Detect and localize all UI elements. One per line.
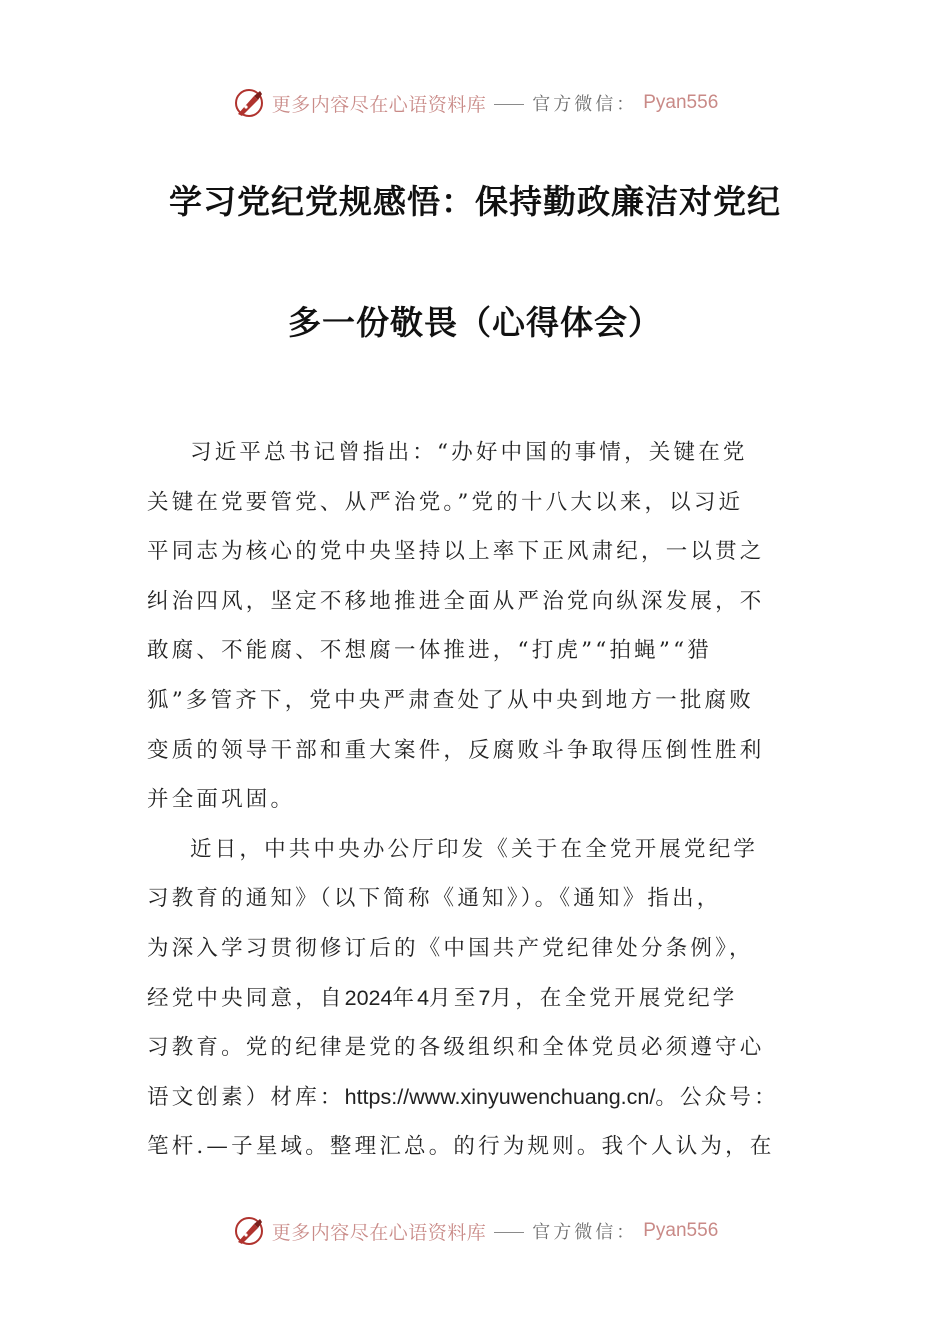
text-line: 敢腐、不能腐、不想腐一体推进，“打虎”“拍蝇”“猎 — [147, 638, 712, 664]
text-line: 习近平总书记曾指出：“办好中国的事情，关键在党 — [190, 440, 748, 465]
text-segment: 年 — [392, 985, 418, 1011]
text-line: 为深入学习贯彻修订后的《中国共产党纪律处分条例》， — [147, 935, 754, 961]
watermark-wechat-label: 官方微信： — [532, 1222, 638, 1243]
document-title-line-1: 学习党纪党规感悟：保持勤政廉洁对党纪 — [169, 182, 781, 221]
month-start-value: 4 — [417, 985, 430, 1010]
watermark-text: 更多内容尽在心语资料库 — [271, 93, 487, 116]
text-line: 近日，中共中央办公厅印发《关于在全党开展党纪学 — [190, 836, 759, 862]
text-segment: 月至 — [429, 985, 479, 1011]
text-line-with-url — [147, 1073, 817, 1123]
paragraph-1 — [147, 428, 817, 825]
text-line: 笔杆.—子星域。整理汇总。的行为规则。我个人认为，在 — [147, 1134, 775, 1160]
text-line: 狐”多管齐下，党中央严肃查处了从中央到地方一批腐败 — [147, 687, 754, 713]
text-line: 关键在党要管党、从严治党。”党的十八大以来，以习近 — [147, 489, 744, 515]
header-watermark — [0, 83, 950, 123]
watermark-dash — [494, 104, 524, 105]
text-line: 平同志为核心的党中央坚持以上率下正风肃纪，一以贯之 — [147, 539, 765, 565]
watermark-wechat-id: Pyan556 — [643, 1220, 719, 1241]
text-line: 并全面巩固。 — [147, 787, 296, 813]
pen-nib-logo-icon — [232, 1214, 266, 1248]
text-segment: 月，在全党开展党纪学 — [490, 985, 738, 1011]
text-segment: 。公众号： — [655, 1084, 779, 1110]
watermark-wechat-label: 官方微信： — [532, 94, 638, 115]
paragraph-2 — [147, 825, 817, 1172]
watermark-text: 更多内容尽在心语资料库 — [271, 1221, 487, 1244]
website-url: https://www.xinyuwenchuang.cn/ — [344, 1084, 656, 1109]
text-line: 习教育的通知》（以下简称《通知》）。《通知》指出， — [147, 886, 722, 912]
text-segment: 经党中央同意，自 — [147, 985, 345, 1011]
watermark-dash — [494, 1232, 524, 1233]
text-line: 纠治四风，坚定不移地推进全面从严治党向纵深发展，不 — [147, 588, 765, 614]
month-end-value: 7 — [478, 985, 491, 1010]
text-line-with-dates — [147, 974, 817, 1024]
text-line: 习教育。党的纪律是党的各级组织和全体党员必须遵守心 — [147, 1035, 765, 1061]
footer-watermark — [0, 1211, 950, 1251]
year-value: 2024 — [344, 985, 393, 1010]
watermark-wechat-id: Pyan556 — [643, 92, 719, 113]
text-line: 变质的领导干部和重大案件，反腐败斗争取得压倒性胜利 — [147, 737, 765, 763]
text-segment: 语文创素）材库： — [147, 1084, 345, 1110]
document-body — [147, 428, 817, 1172]
document-title-line-2: 多一份敬畏（心得体会） — [288, 303, 662, 342]
pen-nib-logo-icon — [232, 86, 266, 120]
